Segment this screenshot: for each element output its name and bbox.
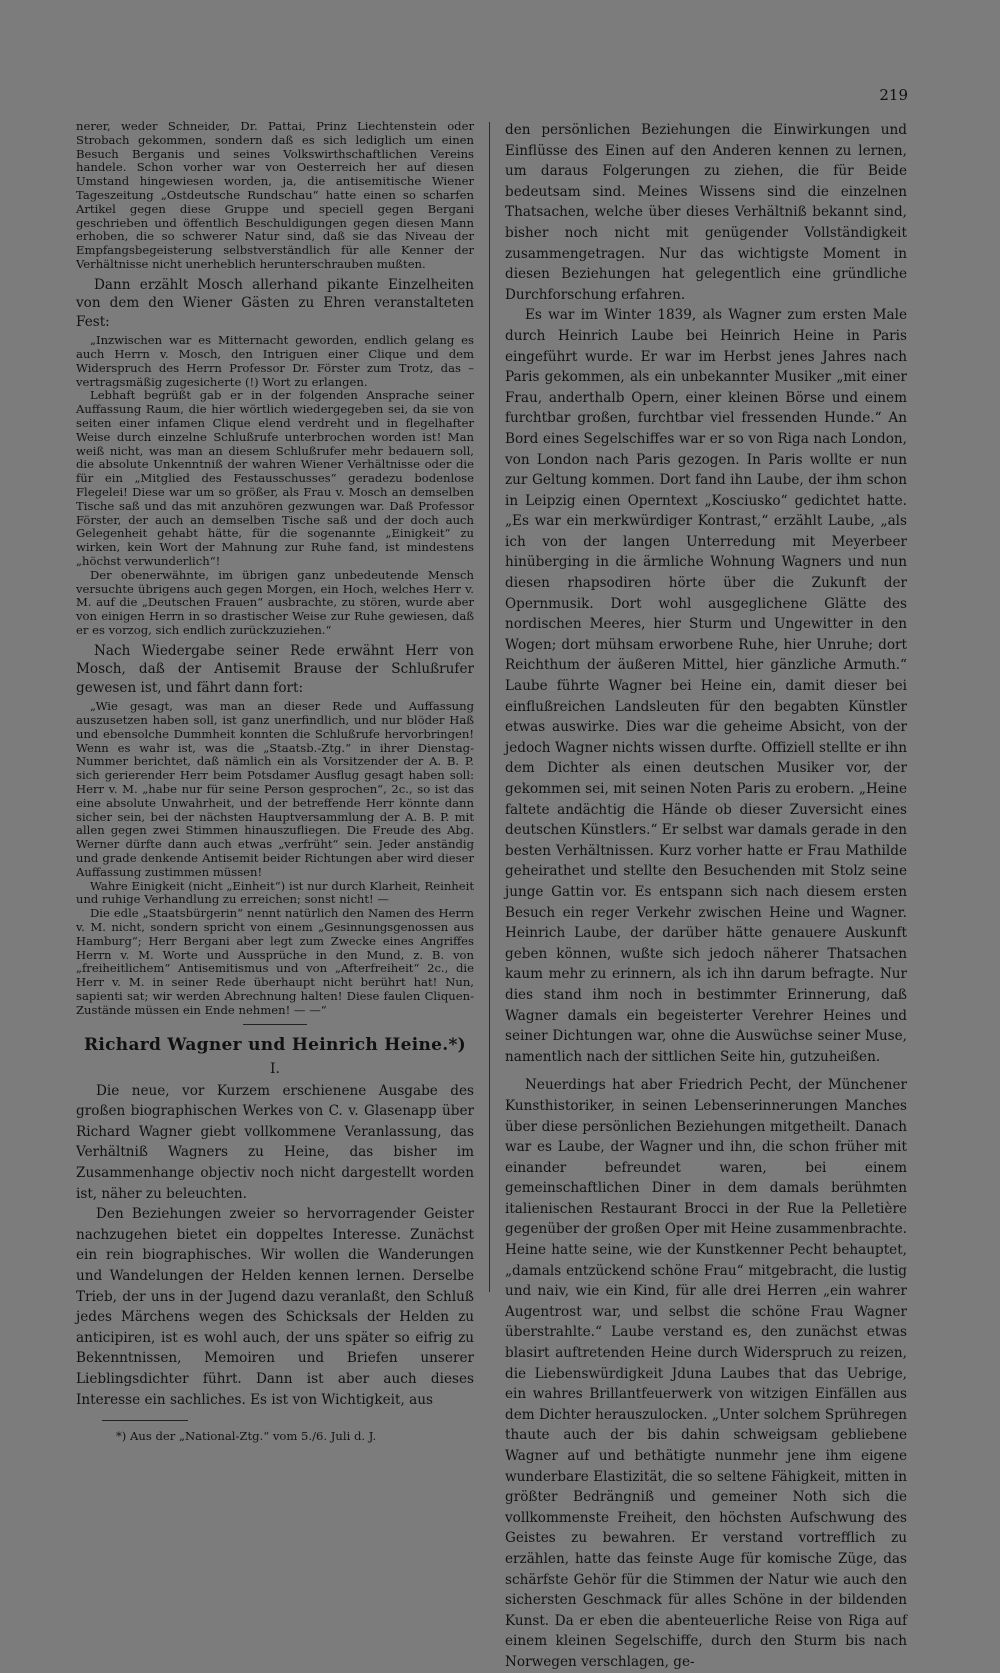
quote-paragraph: „Wie gesagt, was man an dieser Rede und Auffassung auszusetzen haben soll, ist ganz unerfindlich, und nur blöder Haß und ebensolche Dummheit konnten die Schlußrufe hervorbringen! Wenn es wahr ist, was die „Staatsb.-Ztg.“ in ihrer Dienstag-Nummer berichtet, daß nämlich ein als Vorsitzender der A. B. P. sich gerierender Herr beim Potsdamer Ausflug gesagt haben soll: Herr v. M. „habe nur für seine Person gesprochen“, 2c., so ist das eine absolute Unwahrheit, und der betreffende Herr könnte dann sicher sein, bei der nächsten Hauptversammlung der A. B. P. mit allen gegen zwei Stimmen hinauszufliegen. Die Freude des Abg. Werner dürfte dann auch etwas „verfrüht“ sein. Jeder anständig und grade denkende Antisemit beider Richtungen aber wird dieser Auffassung zustimmen müssen! xyxy=(76,699,474,879)
section-divider xyxy=(243,1024,307,1025)
article-body-left xyxy=(76,1081,474,1411)
lead-paragraph: Dann erzählt Mosch allerhand pikante Einzelheiten von dem den Wiener Gästen zu Ehren veranstalteten Fest: xyxy=(76,276,474,330)
quote-paragraph: nerer, weder Schneider, Dr. Pattai, Prinz Liechtenstein oder Strobach gekommen, sondern daß es sich lediglich um einen Besuch Berganis und seines Volkswirthschaftlichen Vereins handele. Schon vorher war von Oesterreich her auf diesen Umstand hingewiesen worden, ja, die antisemitische Wiener Tageszeitung „Ostdeutsche Rundschau“ hatte einen so scharfen Artikel gegen diese Gruppe und speciell gegen Bergani geschrieben und öffentlich Beschuldigungen gegen diesen Mann erhoben, die so schwerer Natur sind, daß sie das Niveau der Empfangsbegeisterung selbstverständlich für alle Kenner der Verhältnisse nicht unerheblich herunterschrauben mußten. xyxy=(76,119,474,271)
quoted-report xyxy=(76,120,474,272)
body-paragraph: den persönlichen Beziehungen die Einwirkungen und Einflüsse des Einen auf den Anderen kennen zu lernen, um daraus Folgerungen zu ziehen, die für Beide bedeutsam sind. Meines Wissens sind die einzelnen Thatsachen, welche über dieses Verhältniß bekannt sind, bisher noch nicht mit genügender Vollständigkeit zusammengetragen. Nur das wichtigste Moment in diesen Beziehungen hat gelegentlich eine gründliche Durchforschung erfahren. xyxy=(505,122,907,303)
lead-paragraph: Nach Wiedergabe seiner Rede erwähnt Herr von Mosch, daß der Antisemit Brause der Schlußrufer gewesen ist, und fährt dann fort: xyxy=(76,642,474,696)
footnote: *) Aus der „National-Ztg.“ vom 5./6. Juli d. J. xyxy=(116,1429,377,1444)
quote-paragraph: Der obenerwähnte, im übrigen ganz unbedeutende Mensch versuchte übrigens auch gegen Morgen, ein Hoch, welches Herr v. M. auf die „Deutschen Frauen“ ausbrachte, zu stören, wurde aber von einigen Herrn in so drastischer Weise zur Ruhe gewiesen, daß er es vorzog, sich endlich zurückzuziehen.“ xyxy=(76,567,474,637)
right-column xyxy=(505,120,907,1673)
left-column xyxy=(76,120,474,1443)
quote-paragraph: Wahre Einigkeit (nicht „Einheit“) ist nur durch Klarheit, Reinheit und ruhige Verhandlung zu erreichen; sonst nicht! — xyxy=(76,878,474,907)
quote-paragraph: Lebhaft begrüßt gab er in der folgenden Ansprache seiner Auffassung Raum, die hier wörtlich wiedergegeben sei, da sie von seiten einer infamen Clique elend verdreht und in flegelhafter Weise durch einzelne Schlußrufe unterbrochen worden ist! Man weiß nicht, was man an diesem Schlußrufer mehr bedauern soll, die absolute Unkenntniß der wahren Wiener Verhältnisse oder die für ein „Mitglied des Festausschusses“ geradezu bodenlose Flegelei! Diese war um so größer, als Frau v. Mosch an demselben Tische saß und das mit anzuhören gezwungen war. Daß Professor Förster, der auch an demselben Tische saß und der doch auch Gelegenheit gehabt hätte, für die sogenannte „Einigkeit“ zu wirken, kein Wort der Mahnung zur Ruhe fand, ist mindestens „höchst verwunderlich“! xyxy=(76,388,474,569)
quote-paragraph: „Inzwischen war es Mitternacht geworden, endlich gelang es auch Herrn v. Mosch, den Intriguen einer Clique und dem Widerspruch des Herrn Professor Dr. Förster zum Trotz, das – vertragsmäßig zugesicherte (!) Wort zu erlangen. xyxy=(76,333,474,389)
footnote-rule xyxy=(102,1420,188,1421)
body-paragraph: Die neue, vor Kurzem erschienene Ausgabe des großen biographischen Werkes von C. v. Glasenapp über Richard Wagner giebt vollkommene Veranlassung, das Verhältniß Wagners zu Heine, das bisher im Zusammenhange objectiv noch nicht dargestellt worden ist, näher zu beleuchten. xyxy=(76,1082,474,1202)
quote-paragraph: Die edle „Staatsbürgerin“ nennt natürlich den Namen des Herrn v. M. nicht, sondern spricht von einem „Gesinnungsgenossen aus Hamburg“; Herr Bergani aber legt zum Zwecke eines Angriffes Herrn v. M. Worte und Aussprüche in den Mund, z. B. von „freiheitlichem“ Antisemitismus und von „Afterfreiheit“ 2c., die Herr v. M. in seiner Rede überhaupt nicht berührt hat! Nun, sapienti sat; wir werden Abrechnung halten! Diese faulen Cliquen-Zustände müssen ein Ende nehmen! — —“ xyxy=(76,906,474,1017)
body-paragraph: Den Beziehungen zweier so hervorragender Geister nachzugehen bietet ein doppeltes Interesse. Zunächst ein rein biographisches. Wir wollen die Wanderungen und Wandelungen der Helden kennen lernen. Derselbe Trieb, der uns in der Jugend dazu veranlaßt, den Schluß jedes Märchens wegen des Schicksals der Helden zu anticipiren, ist es wohl auch, der uns später so eifrig zu Bekenntnissen, Memoiren und Briefen unserer Lieblingsdichter führt. Dann ist aber auch dieses Interesse ein sachliches. Es ist von Wichtigkeit, aus xyxy=(76,1206,474,1408)
quoted-speech xyxy=(76,334,474,638)
page-number: 219 xyxy=(879,86,908,104)
body-paragraph: Es war im Winter 1839, als Wagner zum ersten Male durch Heinrich Laube bei Heinrich Heine in Paris eingeführt wurde. Er war im Herbst jenes Jahres nach Paris gekommen, als ein unbekannter Musiker „mit einer Frau, anderthalb Opern, einer kleinen Börse und einem furchtbar großen, furchtbar viel fressenden Hunde.“ An Bord eines Segelschiffes war er so von Riga nach London, von London nach Paris gezogen. In Paris wollte er nun zur Geltung kommen. Dort fand ihn Laube, der ihm schon in Leipzig einen Operntext „Kosciusko“ gedichtet hatte. „Es war ein merkwürdiger Kontrast,“ erzählt Laube, „als ich von der langen Unterredung mit Meyerbeer hinüberging in die ärmliche Wohnung Wagners und nun diesen rhapsodiren hörte über die Zukunft der Opernmusik. Dort wohl ausgeglichene Glätte des nordischen Meeres, hier Sturm und Ungewitter in den Wogen; dort mühsam erworbene Ruhe, hier Unruhe; dort Reichthum der äußeren Mittel, hier gänzliche Armuth.“ Laube führte Wagner bei Heine ein, damit dieser bei einflußreichen Landsleuten für den begabten Künstler etwas auswirke. Dies war die geheime Absicht, von der jedoch Wagner nichts wissen durfte. Offiziell stellte er ihn dem Dichter als einen deutschen Musiker vor, der gekommen sei, mit seinen Noten Paris zu erobern. „Heine faltete andächtig die Hände ob dieser Zuversicht eines deutschen Künstlers.“ Er selbst war damals gerade in den besten Verhältnissen. Kurz vorher hatte er Frau Mathilde geheirathet und stellte den Besuchenden mit Stolz seine junge Gattin vor. Es entspann sich nach diesem ersten Besuch ein reger Verkehr zwischen Heine und Wagner. Heinrich Laube, der darüber hätte genauere Auskunft geben können, wußte sich jedoch näherer Thatsachen kaum mehr zu erinnern, als ich ihn darum befragte. Nur dies stand ihm noch in bestimmter Erinnerung, daß Wagner damals ein begeisterter Verehrer Heines und seiner Dichtungen war, ohne die Auswüchse seiner Muse, namentlich nach der sittlichen Seite hin, gutzuheißen. xyxy=(505,307,907,1065)
section-numeral: I. xyxy=(270,1060,280,1077)
body-paragraph: Neuerdings hat aber Friedrich Pecht, der Münchener Kunsthistoriker, in seinen Lebenserinnerungen Manches über diese persönlichen Beziehungen mitgetheilt. Danach war es Laube, der Wagner und ihn, die schon früher mit einander befreundet waren, bei einem gemeinschaftlichen Diner in dem damals berühmten italienischen Restaurant Brocci in der Rue la Pelletière gegenüber der großen Oper mit Heine zusammenbrachte. Heine hatte seine, wie der Kunstkenner Pecht behauptet, „damals entzückend schöne Frau“ mitgebracht, die lustig und naiv, wie ein Kind, für alle drei Herren „ein wahrer Augentrost war, und selbst die schöne Frau Wagner überstrahlte.“ Laube verstand es, den zunächst etwas blasirt auftretenden Heine durch Widerspruch zu reizen, die Liebenswürdigkeit Jduna Laubes that das Uebrige, ein wahres Brillantfeuerwerk von witzigen Einfällen aus dem Dichter herauszulocken. „Unter solchem Sprühregen thaute auch der bis dahin schweigsam gebliebene Wagner auf und bethätigte nunmehr jene ihm eigene wunderbare Elastizität, die so seltene Fähigkeit, mitten in größter Bedrängniß und gemeiner Noth sich die vollkommenste Freiheit, den höchsten Aufschwung des Geistes zu bewahren. Er verstand vortrefflich zu erzählen, hatte das feinste Auge für komische Züge, das schärfste Gehör für die Stimmen der Natur wie auch den sichersten Geschmack für alles Schöne in der bildenden Kunst. Da er eben die abenteuerliche Reise von Riga auf einem kleinen Segelschiffe, durch den Sturm bis nach Norwegen verschlagen, ge- xyxy=(505,1077,907,1670)
article-heading: Richard Wagner und Heinrich Heine.*) xyxy=(83,1034,467,1055)
column-rule xyxy=(489,122,490,1292)
quoted-continuation xyxy=(76,700,474,1017)
